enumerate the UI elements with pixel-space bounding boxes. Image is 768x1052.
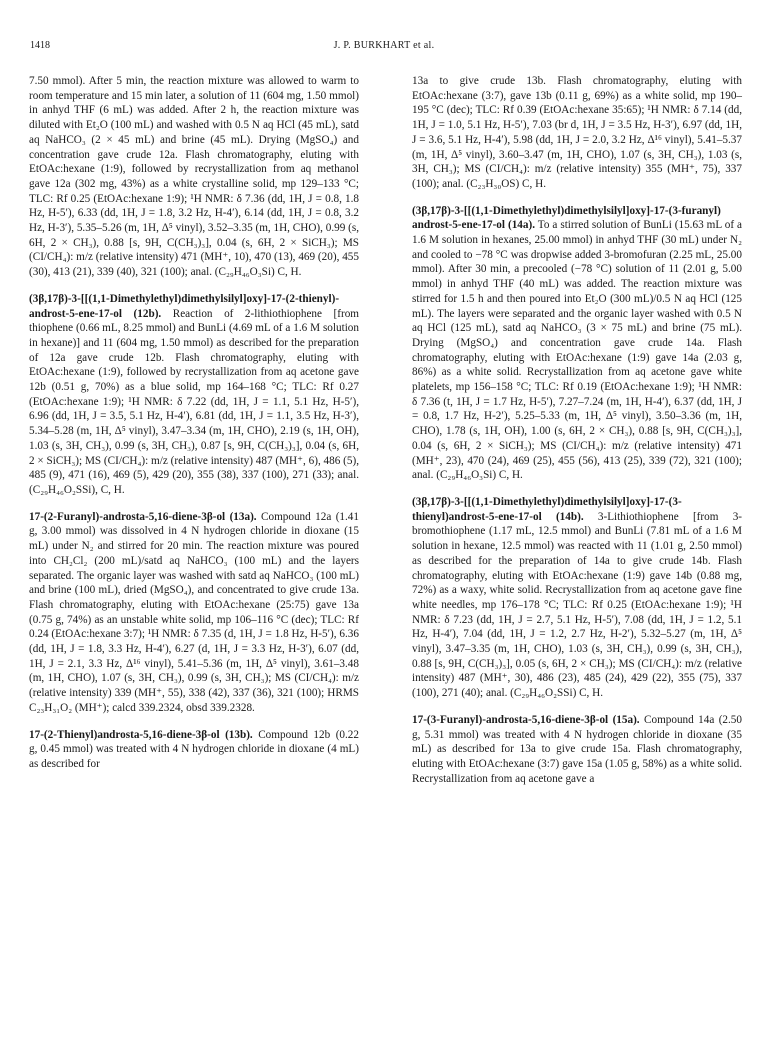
page-header (0, 40, 768, 60)
paragraph-text: Compound 12a (1.41 g, 3.00 mmol) was dissolved in 4 N hydrogen chloride in dioxane (15 mL) under N₂ and stirred for 20 min. The reaction mixture was poured into CH₂Cl₂ (200 mL)/satd aq NaHCO₃ (100 mL) and the layers separated. The organic layer was washed with satd aq NaHCO₃ (100 mL) and brine (100 mL), dried (MgSO₄), and concentrated to give crude 13a. Flash chromatography, eluting with EtOAc:hexane (25:75) gave 13a (0.75 g, 74%) as an unstable white solid, mp 106–116 °C (dec); TLC: Rf 0.24 (EtOAc:hexane 3:7); ¹H NMR: δ 7.35 (d, 1H, J = 1.8 Hz, H-5′), 6.36 (dd, 1H, J = 1.8, 3.3 Hz, H-4′), 6.27 (d, 1H, J = 3.3 Hz, H-3′), 6.07 (dd, 1H, J = 2.1, 3.3 Hz, Δ¹⁶ vinyl), 5.41–5.36 (m, 1H, Δ⁵ vinyl), 3.61–3.48 (m, 1H, CHO), 1.07 (s, 3H, CH₃), 0.99 (s, 3H, CH₃); MS (CI/CH₄): m/z (relative intensity) 339 (MH⁺, 55), 338 (42), 337 (36), 321 (100); HRMS C₂₃H₃₁O₂ (MH⁺); calcd 339.2324, obsd 339.2328. (29, 510, 359, 714)
paragraph-title: (3β,17β)-3-[[(1,1-Dimethylethyl)dimethylsilyl]oxy]-17-(3-thienyl)androst-5-ene-17-ol (14b). (412, 495, 682, 523)
paragraph-title: 17-(3-Furanyl)-androsta-5,16-diene-3β-ol (15a). (412, 713, 640, 726)
paragraph (412, 713, 742, 787)
paragraph-title: (3β,17β)-3-[[(1,1-Dimethylethyl)dimethylsilyl]oxy]-17-(2-thienyl)-androst-5-ene-17-ol (12b). (29, 292, 340, 320)
paragraph (412, 495, 742, 701)
paragraph-text: To a stirred solution of BunLi (15.63 mL of a 1.6 M solution in hexanes, 25.00 mmol) in anhyd THF (30 mL) under N₂ and cooled to −78 °C was dropwise added 3-bromofuran (2.25 mL, 25.00 mmol). After 30 min, a precooled (−78 °C) solution of 11 (2.01 g, 5.00 mmol) in anhyd THF (40 mL) was added. The reaction mixture was stirred for 1.5 h and then poured into Et₂O (300 mL)/0.5 N aq HCl (125 mL). The layers were separated and the organic layer washed with 0.5 N aq HCl (125 mL), satd aq NaHCO₃ (3 × 75 mL) and brine (75 mL). Drying (MgSO₄) and concentration gave crude 14a. Flash chromatography, eluting with EtOAc:hexane (1:9) gave 14a (2.03 g, 86%) as a white solid. Recrystallization from aq acetone gave white platelets, mp 156–158 °C; TLC: Rf 0.19 (EtOAc:hexane 1:9); ¹H NMR: δ 7.36 (t, 1H, J = 1.7 Hz, H-5′), 7.27–7.24 (m, 1H, H-4′), 6.37 (dd, 1H, J = 0.8, 1.7 Hz, H-2′), 5.25–5.33 (m, 1H, Δ⁵ vinyl), 3.50–3.36 (m, 1H, CHO), 1.78 (s, 1H, OH), 1.00 (s, 6H, 2 × CH₃), 0.88 [s, 9H, C(CH₃)₃], 0.04 (s, 6H, 2 × SiCH₃); MS (CI/CH₄): m/z (relative intensity) 471 (MH⁺, 23), 470 (24), 469 (25), 455 (56), 413 (25), 339 (72), 321 (100); anal. (C₂₉H₄₆O₃Si) C, H. (412, 219, 742, 482)
paragraph (412, 74, 742, 192)
running-head: J. P. BURKHART et al. (333, 40, 435, 51)
paragraph (29, 728, 359, 772)
page-number: 1418 (30, 40, 50, 51)
paragraph-title: 17-(2-Furanyl)-androsta-5,16-diene-3β-ol (13a). (29, 510, 257, 523)
paragraph (29, 74, 359, 280)
paragraph-title: 17-(2-Thienyl)androsta-5,16-diene-3β-ol (13b). (29, 728, 253, 741)
paragraph-text: Compound 12b (0.22 g, 0.45 mmol) was treated with 4 N hydrogen chloride in dioxane (4 mL) as described for (29, 728, 359, 770)
left-column (29, 74, 359, 784)
paragraph-title: (3β,17β)-3-[[(1,1-Dimethylethyl)dimethylsilyl]oxy]-17-(3-furanyl) androst-5-ene-17-ol (14a). (412, 204, 721, 232)
right-column (412, 74, 742, 798)
paragraph-text: Reaction of 2-lithiothiophene [from thiophene (0.66 mL, 8.25 mmol) and BunLi (4.69 mL of a 1.6 M solution in hexane)] and 11 (604 mg, 1.50 mmol) as described for the preparation of 12a gave crude 12b. Flash chromatography, eluting with EtOAc:hexane (1:9), followed by recrystallization from aq acetone gave 12b (0.51 g, 70%) as a blue solid, mp 164–168 °C; TLC: Rf 0.27 (EtOAc:hexane 1:9); ¹H NMR: δ 7.22 (dd, 1H, J = 1.1, 5.1 Hz, H-5′), 6.96 (dd, 1H, J = 3.5, 5.1 Hz, H-4′), 6.81 (dd, 1H, J = 1.1, 3.5 Hz, H-3′), 5.34–5.28 (m, 1H, Δ⁵ vinyl), 3.47–3.34 (m, 1H, CHO), 2.19 (s, 1H, OH), 1.03 (s, 3H, CH₃), 0.99 (s, 3H, CH₃), 0.87 [s, 9H, C(CH₃)₃], 0.04 (s, 6H, 2 × SiCH₃); MS (CI/CH₄): m/z (relative intensity) 487 (MH⁺, 6), 486 (5), 485 (9), 471 (16), 469 (5), 429 (20), 355 (38), 337 (100), 271 (33); anal. (C₂₉H₄₆O₂SSi), C, H. (29, 307, 359, 496)
paragraph-text: 13a to give crude 13b. Flash chromatography, eluting with EtOAc:hexane (3:7), gave 13b (0.11 g, 69%) as a white solid, mp 190–195 °C (dec); TLC: Rf 0.39 (EtOAc:hexane 35:65); ¹H NMR: δ 7.14 (dd, 1H, J = 1.0, 5.1 Hz, H-5′), 7.03 (br d, 1H, J = 3.5 Hz, H-3′), 6.97 (dd, 1H, J = 3.6, 5.1 Hz, H-4′), 5.98 (dd, 1H, J = 2.0, 3.2 Hz, Δ¹⁶ vinyl), 5.41–5.37 (m, 1H, Δ⁵ vinyl), 3.60–3.47 (m, 1H, CHO), 1.07 (s, 3H, CH₃), 1.03 (s, 3H, CH₃); MS (CI/CH₄): m/z (relative intensity) 355 (MH⁺, 75), 337 (100); anal. (C₂₃H₃₀OS) C, H. (412, 75, 742, 190)
paragraph-text: 7.50 mmol). After 5 min, the reaction mixture was allowed to warm to room temperature and 15 min later, a solution of 11 (604 mg, 1.50 mmol) in anhyd THF (6 mL) was added. After 2 h, the reaction mixture was diluted with Et₂O (100 mL) and washed with 0.5 N aq HCl (45 mL), satd aq NaHCO₃ (2 × 45 mL) and brine (45 mL). Drying (MgSO₄) and concentration gave crude 12a. Flash chromatography, eluting with EtOAc:hexane (1:9), followed by recrystallization from aq methanol gave 12a (302 mg, 43%) as a white crystalline solid, mp 129–133 °C; TLC: Rf 0.25 (EtOAc:hexane 1:9); ¹H NMR: δ 7.36 (dd, 1H, J = 0.8, 1.8 Hz, H-5′), 6.33 (dd, 1H, J = 1.8, 3.2 Hz, H-4′), 6.14 (dd, 1H, J = 0.8, 3.2 Hz, H-3′), 5.35–5.26 (m, 1H, Δ⁵ vinyl), 3.52–3.35 (m, 1H, CHO), 0.99 (s, 6H, 2 × CH₃), 0.88 [s, 9H, C(CH₃)₃], 0.04 (s, 6H, 2 × SiCH₃); MS (CI/CH₄): m/z (relative intensity) 471 (MH⁺, 10), 470 (13), 469 (20), 455 (30), 413 (21), 339 (40), 321 (100); anal. (C₂₉H₄₆O₃Si) C, H. (29, 75, 359, 279)
paragraph (29, 510, 359, 716)
paragraph-text: Compound 14a (2.50 g, 5.31 mmol) was treated with 4 N hydrogen chloride in dioxane (35 mL) as described for 13a to give crude 15a. Flash chromatography, eluting with EtOAc:hexane (3:7) gave 15a (1.05 g, 58%) as a white solid. Recrystallization from aq acetone gave a (412, 713, 742, 785)
paragraph (29, 292, 359, 498)
paragraph-text: 3-Lithiothiophene [from 3-bromothiophene (1.17 mL, 12.5 mmol) and BunLi (7.81 mL of a 1.6 M solution in hexane, 12.5 mmol) was reacted with 11 (1.01 g, 2.50 mmol) as described for the preparation of 14a to give crude 14b. Flash chromatography, eluting with EtOAc:hexane (1:9) gave 14b (0.88 mg, 72%) as a waxy, white solid. Recrystallization from aq acetone gave fine white needles, mp 176–178 °C; TLC: Rf 0.25 (EtOAc:hexane 1:9); ¹H NMR: δ 7.23 (dd, 1H, J = 2.7, 5.1 Hz, H-5′), 7.08 (dd, 1H, J = 1.2, 5.1 Hz, H-4′), 7.04 (dd, 1H, J = 1.2, 2.7 Hz, H-2′), 5.32–5.27 (m, 1H, Δ⁵ vinyl), 3.47–3.35 (m, 1H, CHO), 1.03 (s, 3H, CH₃), 0.99 (s, 3H, CH₃), 0.88 [s, 9H, C(CH₃)₃], 0.05 (s, 6H, 2 × CH₃); MS (CI/CH₄): m/z (relative intensity) 487 (MH⁺, 30), 486 (23), 485 (24), 429 (22), 355 (75), 337 (100), 271 (40); anal. (C₂₉H₄₆O₂SSi) C, H. (412, 510, 743, 700)
paragraph (412, 204, 742, 483)
